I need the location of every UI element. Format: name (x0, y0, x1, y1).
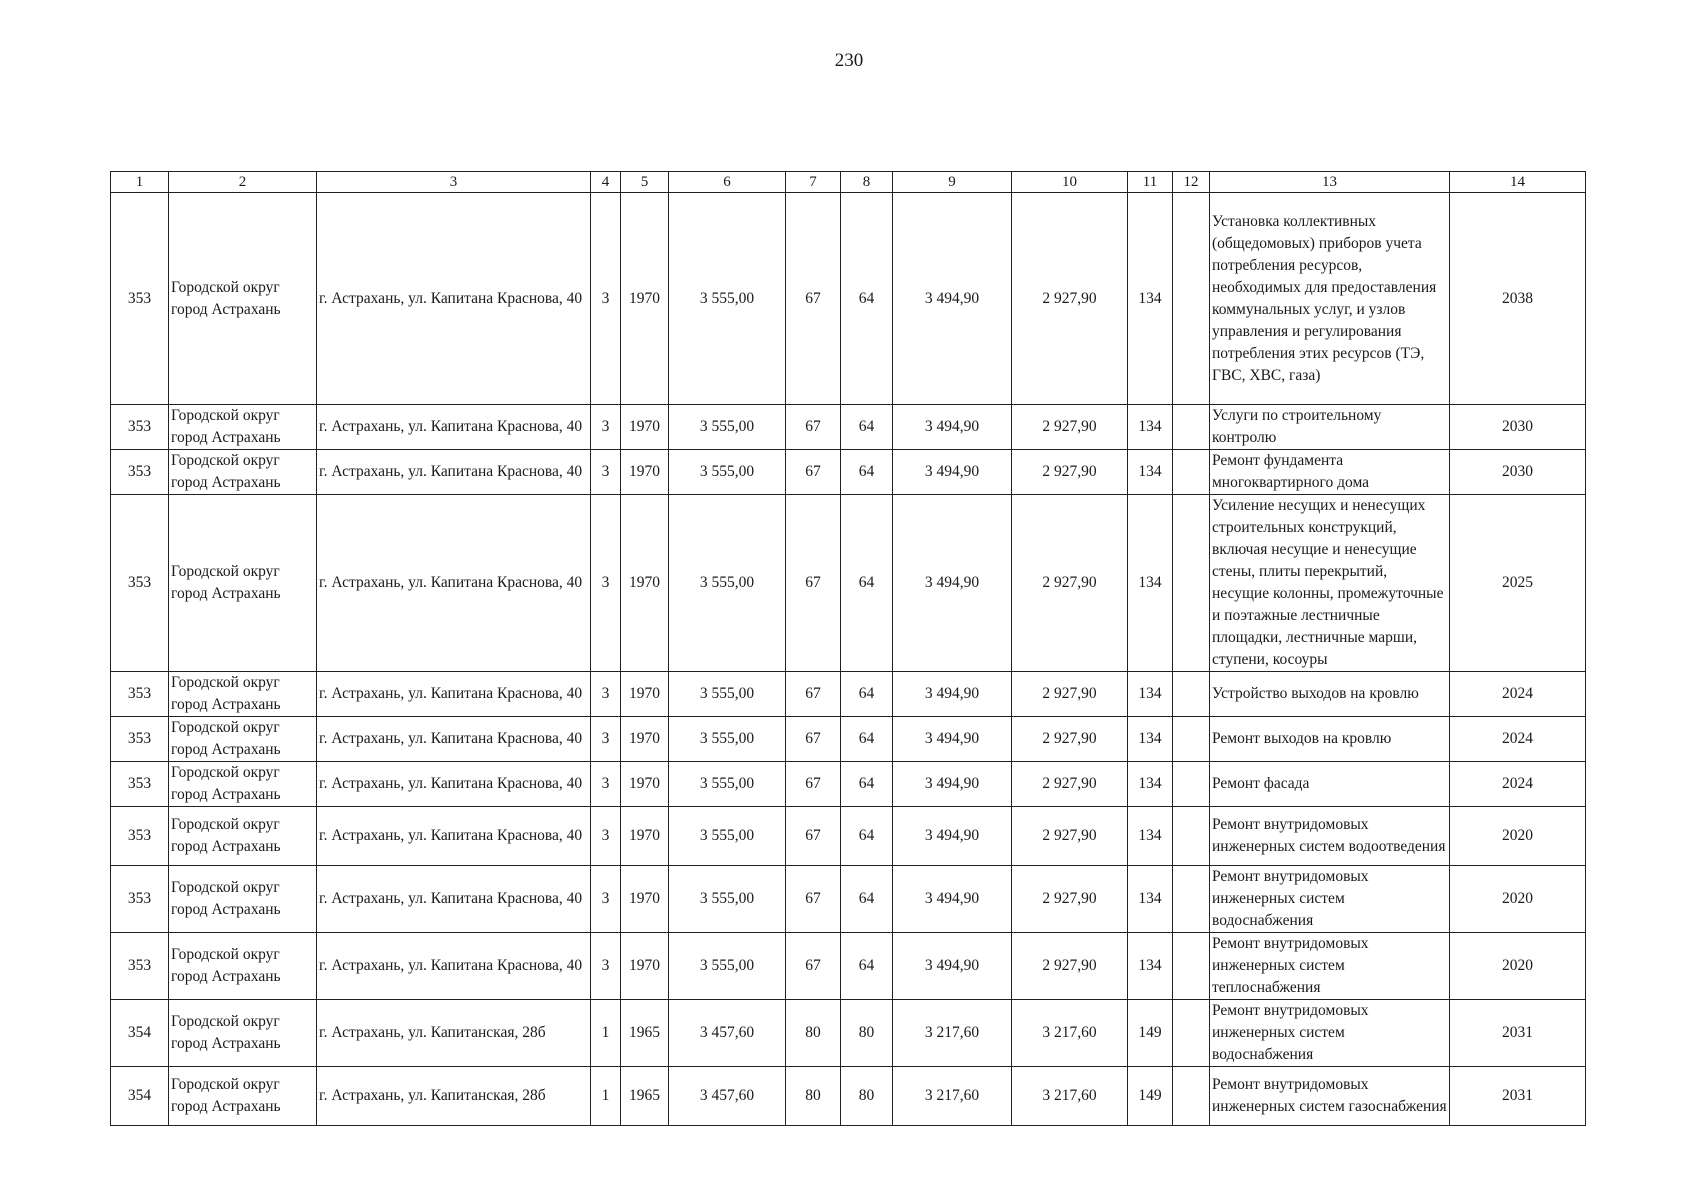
cell-col-11: 134 (1128, 866, 1173, 933)
cell-col-8: 64 (841, 450, 893, 495)
cell-col-1: 353 (111, 495, 169, 672)
cell-col-4: 3 (591, 450, 621, 495)
table-body (111, 193, 1586, 1126)
cell-col-7: 80 (786, 1067, 841, 1126)
column-header: 4 (591, 172, 621, 193)
cell-col-9: 3 494,90 (893, 193, 1012, 405)
cell-col-10: 2 927,90 (1012, 405, 1128, 450)
cell-col-14: 2030 (1450, 405, 1586, 450)
cell-col-13: Ремонт внутридомовых инженерных систем водоотведения (1210, 807, 1450, 866)
column-header: 5 (621, 172, 669, 193)
cell-col-6: 3 555,00 (669, 866, 786, 933)
cell-col-14: 2024 (1450, 672, 1586, 717)
cell-col-1: 353 (111, 933, 169, 1000)
page-number: 230 (834, 50, 864, 71)
cell-col-9: 3 494,90 (893, 933, 1012, 1000)
cell-col-3: г. Астрахань, ул. Капитанская, 28б (317, 1000, 591, 1067)
cell-col-5: 1970 (621, 450, 669, 495)
cell-col-9: 3 494,90 (893, 866, 1012, 933)
repair-schedule-table (110, 171, 1586, 1126)
cell-col-4: 3 (591, 717, 621, 762)
cell-col-11: 134 (1128, 807, 1173, 866)
table-row (111, 717, 1586, 762)
cell-col-1: 353 (111, 405, 169, 450)
cell-col-11: 134 (1128, 450, 1173, 495)
column-header: 9 (893, 172, 1012, 193)
column-header: 6 (669, 172, 786, 193)
cell-col-8: 64 (841, 807, 893, 866)
cell-col-12 (1173, 762, 1210, 807)
cell-col-6: 3 457,60 (669, 1000, 786, 1067)
cell-col-1: 353 (111, 807, 169, 866)
cell-col-2: Городской округ город Астрахань (169, 866, 317, 933)
cell-col-10: 2 927,90 (1012, 495, 1128, 672)
cell-col-5: 1970 (621, 762, 669, 807)
cell-col-4: 3 (591, 495, 621, 672)
cell-col-14: 2025 (1450, 495, 1586, 672)
cell-col-5: 1970 (621, 933, 669, 1000)
cell-col-13: Установка коллективных (общедомовых) приборов учета потребления ресурсов, необходимых для предоставления коммунальных услуг, и узлов управления и регулирования потребления этих ресурсов (ТЭ, ГВС, ХВС, газа) (1210, 193, 1450, 405)
column-header: 1 (111, 172, 169, 193)
cell-col-13: Ремонт выходов на кровлю (1210, 717, 1450, 762)
cell-col-14: 2031 (1450, 1067, 1586, 1126)
cell-col-8: 80 (841, 1067, 893, 1126)
cell-col-11: 149 (1128, 1000, 1173, 1067)
cell-col-11: 134 (1128, 717, 1173, 762)
cell-col-7: 67 (786, 933, 841, 1000)
table-row (111, 1000, 1586, 1067)
cell-col-6: 3 555,00 (669, 450, 786, 495)
cell-col-8: 64 (841, 405, 893, 450)
cell-col-12 (1173, 933, 1210, 1000)
cell-col-2: Городской округ город Астрахань (169, 717, 317, 762)
cell-col-4: 3 (591, 405, 621, 450)
cell-col-3: г. Астрахань, ул. Капитана Краснова, 40 (317, 807, 591, 866)
cell-col-14: 2020 (1450, 866, 1586, 933)
cell-col-5: 1970 (621, 717, 669, 762)
cell-col-12 (1173, 495, 1210, 672)
cell-col-8: 64 (841, 717, 893, 762)
cell-col-6: 3 555,00 (669, 807, 786, 866)
cell-col-2: Городской округ город Астрахань (169, 495, 317, 672)
table-row (111, 405, 1586, 450)
table-row (111, 933, 1586, 1000)
cell-col-12 (1173, 1067, 1210, 1126)
cell-col-10: 2 927,90 (1012, 866, 1128, 933)
cell-col-13: Ремонт внутридомовых инженерных систем газоснабжения (1210, 1067, 1450, 1126)
cell-col-4: 1 (591, 1000, 621, 1067)
cell-col-8: 64 (841, 933, 893, 1000)
cell-col-11: 134 (1128, 405, 1173, 450)
cell-col-8: 64 (841, 193, 893, 405)
column-header: 7 (786, 172, 841, 193)
cell-col-11: 134 (1128, 193, 1173, 405)
cell-col-9: 3 494,90 (893, 807, 1012, 866)
cell-col-13: Ремонт фундамента многоквартирного дома (1210, 450, 1450, 495)
table-row (111, 450, 1586, 495)
cell-col-7: 67 (786, 193, 841, 405)
cell-col-10: 2 927,90 (1012, 933, 1128, 1000)
cell-col-4: 3 (591, 193, 621, 405)
cell-col-3: г. Астрахань, ул. Капитанская, 28б (317, 1067, 591, 1126)
cell-col-14: 2038 (1450, 193, 1586, 405)
cell-col-11: 149 (1128, 1067, 1173, 1126)
cell-col-10: 2 927,90 (1012, 717, 1128, 762)
cell-col-8: 64 (841, 762, 893, 807)
table-row (111, 807, 1586, 866)
cell-col-9: 3 494,90 (893, 672, 1012, 717)
cell-col-3: г. Астрахань, ул. Капитана Краснова, 40 (317, 405, 591, 450)
cell-col-9: 3 494,90 (893, 762, 1012, 807)
table-row (111, 762, 1586, 807)
cell-col-7: 67 (786, 807, 841, 866)
cell-col-6: 3 555,00 (669, 495, 786, 672)
table-row (111, 1067, 1586, 1126)
cell-col-5: 1970 (621, 672, 669, 717)
cell-col-1: 354 (111, 1000, 169, 1067)
cell-col-12 (1173, 717, 1210, 762)
cell-col-5: 1970 (621, 866, 669, 933)
cell-col-10: 2 927,90 (1012, 450, 1128, 495)
cell-col-10: 2 927,90 (1012, 193, 1128, 405)
cell-col-14: 2030 (1450, 450, 1586, 495)
cell-col-13: Услуги по строительному контролю (1210, 405, 1450, 450)
cell-col-14: 2024 (1450, 762, 1586, 807)
cell-col-5: 1970 (621, 193, 669, 405)
cell-col-14: 2020 (1450, 807, 1586, 866)
cell-col-4: 3 (591, 672, 621, 717)
table-header (111, 172, 1586, 193)
cell-col-10: 2 927,90 (1012, 672, 1128, 717)
cell-col-1: 353 (111, 717, 169, 762)
cell-col-2: Городской округ город Астрахань (169, 450, 317, 495)
cell-col-12 (1173, 866, 1210, 933)
cell-col-7: 67 (786, 717, 841, 762)
cell-col-5: 1970 (621, 495, 669, 672)
cell-col-7: 67 (786, 405, 841, 450)
cell-col-13: Ремонт внутридомовых инженерных систем теплоснабжения (1210, 933, 1450, 1000)
cell-col-11: 134 (1128, 495, 1173, 672)
cell-col-7: 67 (786, 866, 841, 933)
cell-col-10: 2 927,90 (1012, 762, 1128, 807)
cell-col-14: 2024 (1450, 717, 1586, 762)
cell-col-2: Городской округ город Астрахань (169, 193, 317, 405)
cell-col-4: 3 (591, 762, 621, 807)
cell-col-9: 3 494,90 (893, 405, 1012, 450)
cell-col-9: 3 494,90 (893, 450, 1012, 495)
cell-col-13: Ремонт фасада (1210, 762, 1450, 807)
table-row (111, 672, 1586, 717)
cell-col-8: 64 (841, 495, 893, 672)
cell-col-9: 3 217,60 (893, 1067, 1012, 1126)
cell-col-7: 80 (786, 1000, 841, 1067)
cell-col-3: г. Астрахань, ул. Капитана Краснова, 40 (317, 672, 591, 717)
cell-col-12 (1173, 672, 1210, 717)
table-row (111, 495, 1586, 672)
cell-col-8: 80 (841, 1000, 893, 1067)
cell-col-7: 67 (786, 495, 841, 672)
cell-col-6: 3 555,00 (669, 762, 786, 807)
cell-col-6: 3 555,00 (669, 933, 786, 1000)
cell-col-11: 134 (1128, 933, 1173, 1000)
cell-col-2: Городской округ город Астрахань (169, 672, 317, 717)
cell-col-3: г. Астрахань, ул. Капитана Краснова, 40 (317, 495, 591, 672)
cell-col-14: 2031 (1450, 1000, 1586, 1067)
cell-col-1: 353 (111, 866, 169, 933)
cell-col-1: 353 (111, 672, 169, 717)
cell-col-3: г. Астрахань, ул. Капитана Краснова, 40 (317, 933, 591, 1000)
cell-col-2: Городской округ город Астрахань (169, 405, 317, 450)
cell-col-12 (1173, 405, 1210, 450)
column-header: 2 (169, 172, 317, 193)
cell-col-12 (1173, 807, 1210, 866)
cell-col-4: 3 (591, 866, 621, 933)
cell-col-9: 3 217,60 (893, 1000, 1012, 1067)
cell-col-6: 3 555,00 (669, 672, 786, 717)
cell-col-13: Устройство выходов на кровлю (1210, 672, 1450, 717)
cell-col-5: 1970 (621, 807, 669, 866)
cell-col-6: 3 555,00 (669, 193, 786, 405)
cell-col-13: Ремонт внутридомовых инженерных систем водоснабжения (1210, 1000, 1450, 1067)
cell-col-9: 3 494,90 (893, 717, 1012, 762)
cell-col-1: 354 (111, 1067, 169, 1126)
cell-col-10: 3 217,60 (1012, 1000, 1128, 1067)
cell-col-11: 134 (1128, 672, 1173, 717)
cell-col-12 (1173, 193, 1210, 405)
cell-col-2: Городской округ город Астрахань (169, 1000, 317, 1067)
cell-col-12 (1173, 450, 1210, 495)
cell-col-2: Городской округ город Астрахань (169, 807, 317, 866)
cell-col-9: 3 494,90 (893, 495, 1012, 672)
column-header: 13 (1210, 172, 1450, 193)
cell-col-4: 1 (591, 1067, 621, 1126)
cell-col-12 (1173, 1000, 1210, 1067)
cell-col-2: Городской округ город Астрахань (169, 933, 317, 1000)
cell-col-7: 67 (786, 762, 841, 807)
cell-col-3: г. Астрахань, ул. Капитана Краснова, 40 (317, 762, 591, 807)
cell-col-4: 3 (591, 807, 621, 866)
cell-col-2: Городской округ город Астрахань (169, 1067, 317, 1126)
column-number-row (111, 172, 1586, 193)
table-row (111, 193, 1586, 405)
cell-col-7: 67 (786, 672, 841, 717)
cell-col-14: 2020 (1450, 933, 1586, 1000)
column-header: 12 (1173, 172, 1210, 193)
cell-col-6: 3 555,00 (669, 717, 786, 762)
column-header: 11 (1128, 172, 1173, 193)
cell-col-3: г. Астрахань, ул. Капитана Краснова, 40 (317, 450, 591, 495)
table-row (111, 866, 1586, 933)
cell-col-5: 1970 (621, 405, 669, 450)
cell-col-1: 353 (111, 193, 169, 405)
column-header: 3 (317, 172, 591, 193)
cell-col-13: Ремонт внутридомовых инженерных систем водоснабжения (1210, 866, 1450, 933)
cell-col-8: 64 (841, 866, 893, 933)
cell-col-5: 1965 (621, 1067, 669, 1126)
cell-col-7: 67 (786, 450, 841, 495)
cell-col-10: 2 927,90 (1012, 807, 1128, 866)
cell-col-6: 3 457,60 (669, 1067, 786, 1126)
cell-col-5: 1965 (621, 1000, 669, 1067)
column-header: 14 (1450, 172, 1586, 193)
cell-col-10: 3 217,60 (1012, 1067, 1128, 1126)
cell-col-1: 353 (111, 762, 169, 807)
cell-col-4: 3 (591, 933, 621, 1000)
cell-col-2: Городской округ город Астрахань (169, 762, 317, 807)
column-header: 8 (841, 172, 893, 193)
cell-col-11: 134 (1128, 762, 1173, 807)
column-header: 10 (1012, 172, 1128, 193)
cell-col-3: г. Астрахань, ул. Капитана Краснова, 40 (317, 193, 591, 405)
cell-col-13: Усиление несущих и ненесущих строительных конструкций, включая несущие и ненесущие стены, плиты перекрытий, несущие колонны, промежуточные и поэтажные лестничные площадки, лестничные марши, ступени, косоуры (1210, 495, 1450, 672)
cell-col-3: г. Астрахань, ул. Капитана Краснова, 40 (317, 866, 591, 933)
cell-col-1: 353 (111, 450, 169, 495)
cell-col-6: 3 555,00 (669, 405, 786, 450)
cell-col-8: 64 (841, 672, 893, 717)
cell-col-3: г. Астрахань, ул. Капитана Краснова, 40 (317, 717, 591, 762)
